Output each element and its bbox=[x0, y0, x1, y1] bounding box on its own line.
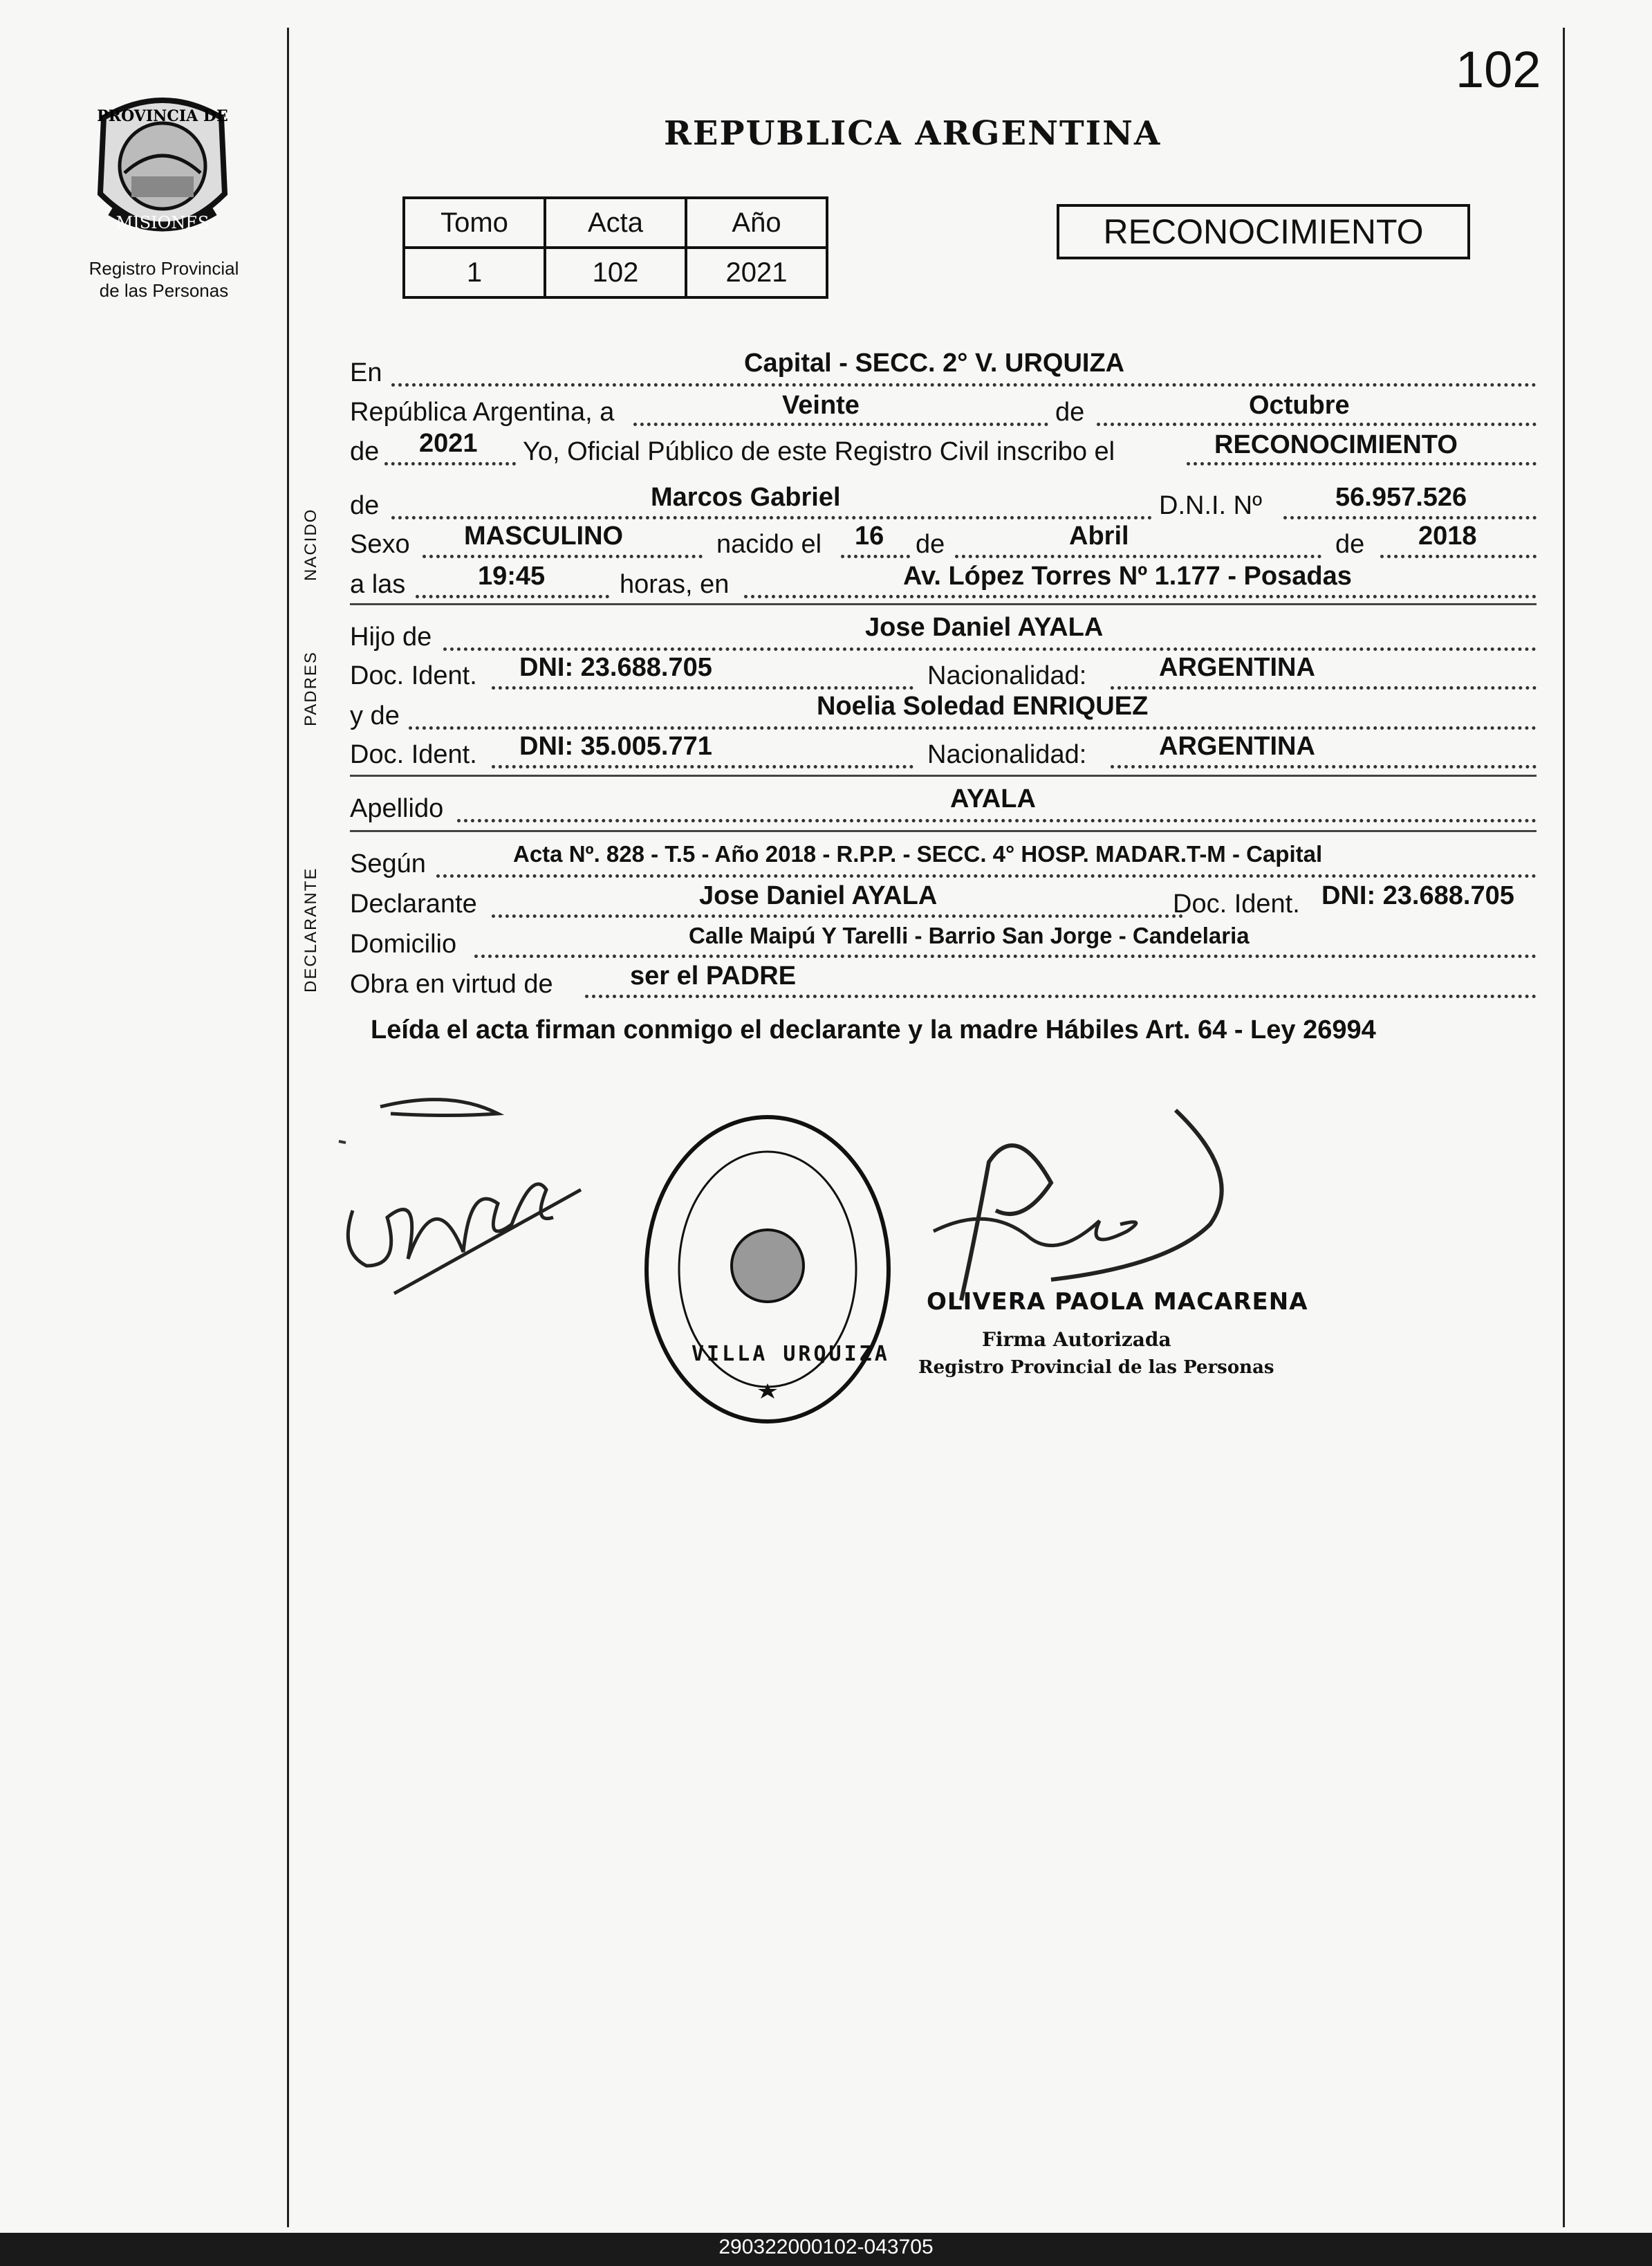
doc2-label: Doc. Ident. bbox=[350, 740, 477, 769]
sexo-label: Sexo bbox=[350, 530, 410, 559]
act-type-box: RECONOCIMIENTO bbox=[1057, 204, 1470, 259]
birth-day: 16 bbox=[855, 522, 884, 551]
apellido-label: Apellido bbox=[350, 794, 444, 823]
row-obra bbox=[350, 961, 1537, 999]
value-tomo: 1 bbox=[404, 248, 545, 297]
right-border-line bbox=[1563, 28, 1565, 2227]
row-father-doc bbox=[350, 653, 1537, 690]
de5-label: de bbox=[1335, 530, 1365, 559]
header-anio: Año bbox=[686, 198, 827, 248]
signer-role: Firma Autorizada bbox=[982, 1328, 1171, 1351]
segun-value: Acta Nº. 828 - T.5 - Año 2018 - R.P.P. - SECC. 4° HOSP. MADAR.T-M - Capital bbox=[513, 841, 1323, 867]
row-domicilio bbox=[350, 923, 1537, 959]
nac-label: Nacionalidad: bbox=[927, 661, 1087, 690]
apellido-value: AYALA bbox=[950, 784, 1036, 813]
doc3-label: Doc. Ident. bbox=[1173, 890, 1300, 919]
birth-place: Av. López Torres Nº 1.177 - Posadas bbox=[903, 562, 1352, 591]
de3-label: de bbox=[350, 491, 380, 520]
mother-nat: ARGENTINA bbox=[1159, 732, 1315, 761]
registry-line1: Registro Provincial bbox=[89, 258, 239, 279]
svg-text:MISIONES: MISIONES bbox=[115, 213, 210, 232]
registry-name bbox=[50, 257, 278, 302]
nac2-label: Nacionalidad: bbox=[927, 740, 1087, 769]
row-name bbox=[350, 483, 1537, 520]
row-segun bbox=[350, 841, 1537, 878]
obra-label: Obra en virtud de bbox=[350, 970, 553, 999]
father-nat: ARGENTINA bbox=[1159, 653, 1315, 682]
birth-month: Abril bbox=[1069, 522, 1129, 551]
declarant-signature bbox=[325, 1086, 602, 1314]
signer-name: OLIVERA PAOLA MACARENA bbox=[927, 1288, 1308, 1316]
value-acta: 102 bbox=[545, 248, 686, 297]
father-doc: DNI: 23.688.705 bbox=[519, 653, 712, 682]
side-label-declarante: DECLARANTE bbox=[301, 867, 320, 993]
official-signature bbox=[920, 1100, 1265, 1307]
side-label-padres: PADRES bbox=[301, 651, 320, 726]
declarante-label: Declarante bbox=[350, 890, 477, 919]
obra-value: ser el PADRE bbox=[630, 961, 797, 991]
birth-year: 2018 bbox=[1418, 522, 1477, 551]
row-sexo bbox=[350, 522, 1537, 559]
row-en bbox=[350, 349, 1537, 387]
row-apellido bbox=[350, 784, 1537, 823]
nacido-label: nacido el bbox=[716, 530, 822, 559]
registry-line2: de las Personas bbox=[99, 280, 229, 301]
name-value: Marcos Gabriel bbox=[651, 483, 841, 512]
mother-name: Noelia Soledad ENRIQUEZ bbox=[817, 692, 1149, 721]
page-title: REPUBLICA ARGENTINA bbox=[664, 114, 1162, 153]
row-mother bbox=[350, 692, 1537, 730]
sexo-value: MASCULINO bbox=[464, 522, 624, 551]
section-divider bbox=[350, 830, 1537, 832]
en-value: Capital - SECC. 2° V. URQUIZA bbox=[744, 349, 1125, 378]
horas-label: horas, en bbox=[620, 570, 730, 599]
birth-time: 19:45 bbox=[478, 562, 546, 591]
year-value: 2021 bbox=[419, 429, 478, 458]
day-value: Veinte bbox=[782, 391, 860, 420]
row-father bbox=[350, 613, 1537, 652]
row-mother-doc bbox=[350, 732, 1537, 769]
left-margin-line bbox=[287, 28, 289, 2227]
declarante-value: Jose Daniel AYALA bbox=[699, 881, 938, 910]
domicilio-label: Domicilio bbox=[350, 930, 457, 959]
de4-label: de bbox=[916, 530, 945, 559]
republica-label: República Argentina, a bbox=[350, 398, 615, 427]
value-anio: 2021 bbox=[686, 248, 827, 297]
hijo-label: Hijo de bbox=[350, 623, 432, 652]
side-label-nacido: NACIDO bbox=[301, 508, 320, 581]
footer-code: 290322000102-043705 bbox=[718, 2236, 934, 2258]
header-tomo: Tomo bbox=[404, 198, 545, 248]
dni-label: D.N.I. Nº bbox=[1159, 491, 1262, 520]
stamp-inner-text: VILLA URQUIZA bbox=[692, 1342, 890, 1366]
row-hora bbox=[350, 562, 1537, 599]
section-divider bbox=[350, 603, 1537, 605]
alas-label: a las bbox=[350, 570, 406, 599]
father-name: Jose Daniel AYALA bbox=[865, 613, 1104, 642]
svg-text:PROVINCIA DE: PROVINCIA DE bbox=[97, 107, 228, 125]
oficial-text: Yo, Oficial Público de este Registro Civil inscribo el bbox=[523, 437, 1115, 466]
row-inscribo bbox=[350, 429, 1537, 466]
de-label: de bbox=[1055, 398, 1085, 427]
provincial-shield-icon bbox=[83, 90, 242, 249]
acta-table-values bbox=[404, 248, 827, 297]
en-label: En bbox=[350, 358, 382, 387]
dni-value: 56.957.526 bbox=[1335, 483, 1467, 512]
de2-label: de bbox=[350, 437, 380, 466]
row-declarante bbox=[350, 881, 1537, 919]
doc-label: Doc. Ident. bbox=[350, 661, 477, 690]
mother-doc: DNI: 35.005.771 bbox=[519, 732, 712, 761]
row-fecha bbox=[350, 391, 1537, 427]
closing-statement: Leída el acta firman conmigo el declarante y la madre Hábiles Art. 64 - Ley 26994 bbox=[371, 1015, 1376, 1044]
inscribo-value: RECONOCIMIENTO bbox=[1214, 430, 1458, 459]
signer-office: Registro Provincial de las Personas bbox=[918, 1357, 1274, 1378]
declarante-doc: DNI: 23.688.705 bbox=[1321, 881, 1514, 910]
month-value: Octubre bbox=[1249, 391, 1350, 420]
acta-table bbox=[402, 196, 828, 299]
yde-label: y de bbox=[350, 701, 400, 730]
page-number: 102 bbox=[1456, 41, 1541, 98]
domicilio-value: Calle Maipú Y Tarelli - Barrio San Jorge - Candelaria bbox=[689, 923, 1250, 948]
acta-table-header bbox=[404, 198, 827, 248]
section-divider bbox=[350, 775, 1537, 777]
header-acta: Acta bbox=[545, 198, 686, 248]
segun-label: Según bbox=[350, 849, 426, 878]
